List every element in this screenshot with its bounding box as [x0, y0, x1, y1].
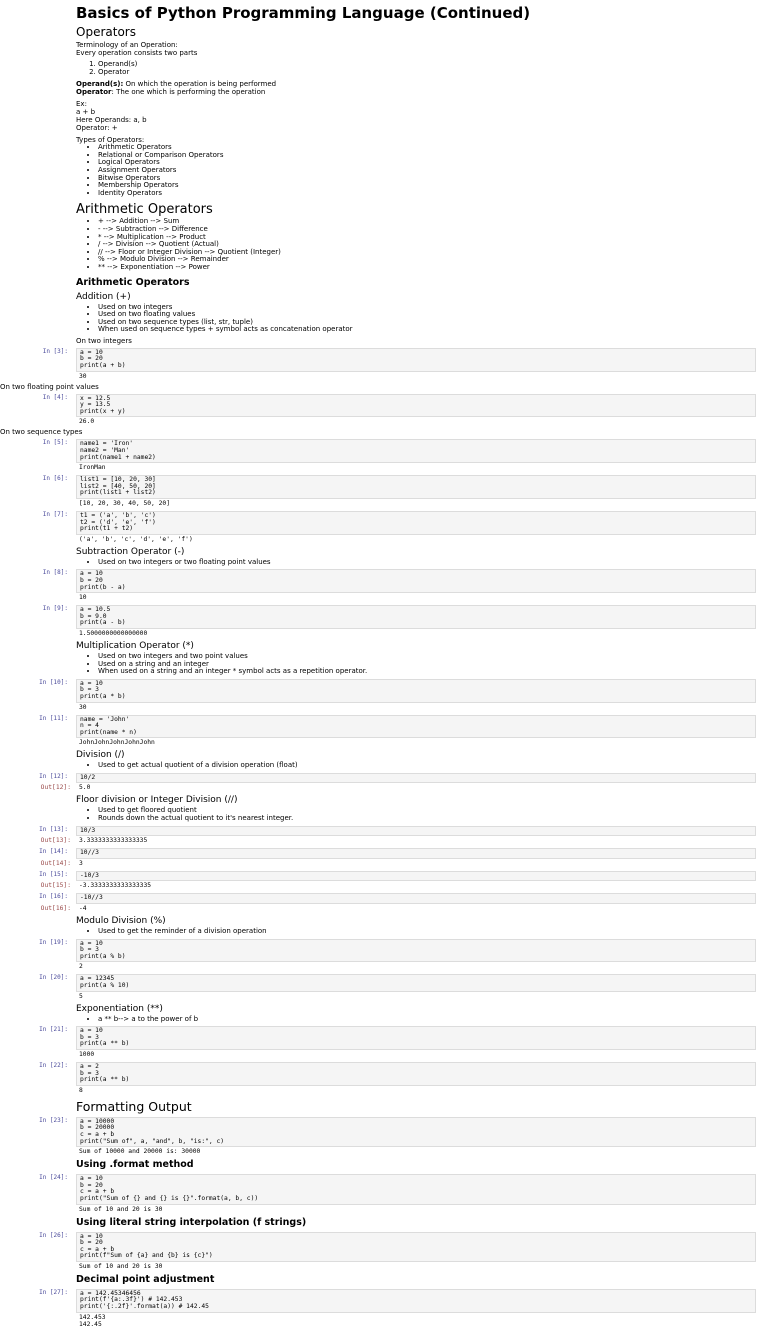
list-item: • Used on two floating values [98, 311, 756, 319]
list-item: • Membership Operators [98, 182, 756, 190]
title-cell [76, 4, 756, 345]
code-input[interactable]: a = 10 b = 20 print(b - a) [76, 569, 756, 593]
code-cell[interactable] [39, 1174, 756, 1213]
in-prompt: In [10]: [39, 678, 68, 686]
in-prompt: In [5]: [42, 439, 68, 447]
in-prompt: In [19]: [39, 938, 68, 946]
code-cell[interactable] [39, 772, 756, 793]
code-cell[interactable] [42, 439, 756, 472]
decimal-heading: Decimal point adjustment [76, 1273, 215, 1285]
code-cell[interactable] [39, 825, 756, 846]
in-prompt: In [27]: [39, 1288, 68, 1296]
cell-output: IronMan [79, 464, 106, 472]
code-cell[interactable] [39, 1116, 756, 1156]
list-item: • Used to get actual quotient of a division operation (float) [98, 762, 756, 770]
in-prompt: In [20]: [39, 974, 68, 982]
code-input[interactable]: -10//3 [76, 893, 756, 904]
format-method-heading: Using .format method [76, 1159, 194, 1171]
example-line: Operator: + [76, 124, 118, 133]
operands-definition [76, 80, 756, 88]
division-heading: Division (/) [76, 750, 125, 761]
code-input[interactable]: a = 10 b = 3 print(a * b) [76, 679, 756, 703]
code-input[interactable]: a = 10 b = 3 print(a % b) [76, 939, 756, 963]
list-item: • Rounds down the actual quotient to it's nearest integer. [98, 815, 756, 823]
code-cell[interactable] [39, 938, 756, 972]
addition-heading: Addition (+) [76, 291, 131, 302]
modulo-list [76, 928, 756, 936]
code-cell[interactable] [42, 605, 756, 638]
list-item: • Used on two sequence types (list, str, tuple) [98, 319, 756, 327]
operator-def: : The one which is performing the operation [111, 88, 266, 97]
code-input[interactable]: a = 10.5 b = 9.0 print(a - b) [76, 605, 756, 629]
code-cell[interactable] [39, 714, 756, 748]
page-title: Basics of Python Programming Language (Continued) [76, 4, 531, 22]
code-input[interactable]: a = 10000 b = 20000 c = a + b print("Sum of", a, "and", b, "is:", c) [76, 1117, 756, 1147]
code-input[interactable]: 10//3 [76, 848, 756, 859]
in-prompt: In [3]: [42, 347, 68, 355]
exponent-list [76, 1016, 756, 1024]
list-item: • Used on two integers [98, 304, 756, 312]
list-item: • * --> Multiplication --> Product [98, 234, 756, 242]
cell-output: 2 [79, 963, 83, 971]
code-input[interactable]: a = 142.45346456 print(f'{a:.3f}') # 142.453 print('{:.2f}'.format(a)) # 142.45 [76, 1289, 756, 1313]
in-prompt: In [8]: [42, 569, 68, 577]
code-input[interactable]: name1 = 'Iron' name2 = 'Man' print(name1 + name2) [76, 439, 756, 463]
list-item: • + --> Addition --> Sum [98, 218, 756, 226]
in-prompt: In [13]: [39, 825, 68, 833]
cell-output: 142.453 142.45 [79, 1313, 106, 1328]
code-input[interactable]: t1 = ('a', 'b', 'c') t2 = ('d', 'e', 'f') print(t1 + t2) [76, 511, 756, 535]
cell-output: 30 [79, 372, 87, 380]
list-item: • Used on a string and an integer [98, 661, 756, 669]
out-prompt: Out[12]: [40, 784, 71, 792]
floor-heading: Floor division or Integer Division (//) [76, 795, 238, 806]
arith-summary-list [76, 218, 756, 271]
cell-output: Sum of 10 and 20 is 30 [79, 1262, 163, 1270]
cell-output: 3 [79, 859, 83, 867]
code-input[interactable]: x = 12.5 y = 13.5 print(x + y) [76, 394, 756, 418]
code-cell[interactable] [39, 848, 756, 868]
example-line: Ex: [76, 100, 87, 109]
list-item: • When used on sequence types + symbol acts as concatenation operator [98, 326, 756, 334]
fstring-heading: Using literal string interpolation (f strings) [76, 1216, 307, 1228]
list-item: • Arithmetic Operators [98, 144, 756, 152]
operator-definition [76, 88, 756, 96]
operators-heading: Operators [76, 25, 136, 39]
code-cell[interactable] [39, 1231, 756, 1271]
cell-output: 5.0 [79, 784, 91, 792]
cell-output: [10, 20, 30, 40, 50, 20] [79, 500, 170, 507]
in-prompt: In [11]: [39, 714, 68, 722]
code-cell[interactable] [39, 1288, 756, 1329]
cell-output: 26.0 [79, 418, 95, 426]
code-cell[interactable] [39, 1026, 756, 1059]
in-prompt: In [24]: [39, 1174, 68, 1182]
cell-output: 5 [79, 992, 83, 1000]
subheading-seq: On two sequence types [0, 428, 83, 437]
cell-output: 30 [79, 703, 87, 711]
code-input[interactable]: 10/3 [76, 826, 756, 837]
code-input[interactable]: name = 'John' n = 4 print(name * n) [76, 715, 756, 739]
in-prompt: In [23]: [39, 1116, 68, 1124]
cell-output: -4 [79, 905, 87, 913]
out-prompt: Out[14]: [40, 859, 71, 867]
cell-output: -3.3333333333333335 [79, 882, 152, 890]
arith-summary-heading: Arithmetic Operators [76, 202, 213, 218]
operands-def: On which the operation is being performed [123, 80, 277, 89]
code-input[interactable]: 10/2 [76, 773, 756, 784]
exponent-heading: Exponentiation (**) [76, 1003, 163, 1014]
operands-label: Operand(s): [76, 80, 124, 89]
subheading-int: On two integers [76, 336, 132, 345]
every-op-text: Every operation consists two parts [76, 49, 198, 57]
list-item: • Used to get floored quotient [98, 807, 756, 815]
subtraction-heading: Subtraction Operator (-) [76, 546, 185, 557]
parts-list [76, 61, 756, 76]
multiplication-list [76, 653, 756, 676]
example-line: Here Operands: a, b [76, 116, 147, 125]
in-prompt: In [4]: [42, 393, 68, 401]
list-item: • // --> Floor or Integer Division --> Quotient (Integer) [98, 249, 756, 257]
code-input[interactable]: a = 10 b = 20 c = a + b print("Sum of {} and {} is {}".format(a, b, c)) [76, 1174, 756, 1204]
cell-output: Sum of 10 and 20 is 30 [79, 1205, 163, 1213]
list-item: 2. Operator [98, 69, 756, 77]
list-item: • Assignment Operators [98, 167, 756, 175]
in-prompt: In [22]: [39, 1061, 68, 1069]
list-item: • - --> Subtraction --> Difference [98, 226, 756, 234]
in-prompt: In [21]: [39, 1026, 68, 1034]
multiplication-heading: Multiplication Operator (*) [76, 640, 194, 651]
list-item: • Used on two integers or two floating point values [98, 559, 756, 567]
code-input[interactable]: a = 10 b = 20 print(a + b) [76, 348, 756, 372]
code-input[interactable]: -10/3 [76, 871, 756, 882]
code-cell[interactable] [39, 678, 756, 712]
arith-heading: Arithmetic Operators [76, 276, 190, 288]
cell-output: ('a', 'b', 'c', 'd', 'e', 'f') [79, 535, 193, 543]
list-item: • Logical Operators [98, 159, 756, 167]
list-item: • Used on two integers and two point values [98, 653, 756, 661]
floor-list [76, 807, 756, 822]
out-prompt: Out[15]: [40, 882, 71, 890]
types-list [76, 144, 756, 197]
code-cell[interactable] [42, 347, 756, 381]
code-cell[interactable] [39, 974, 756, 1000]
code-input[interactable]: a = 2 b = 3 print(a ** b) [76, 1062, 756, 1086]
cell-output: 8 [79, 1086, 83, 1094]
formatting-heading: Formatting Output [76, 1098, 192, 1114]
operator-label: Operator [76, 88, 112, 97]
code-cell[interactable] [39, 893, 756, 913]
in-prompt: In [6]: [42, 475, 68, 483]
code-cell[interactable] [42, 475, 756, 508]
out-prompt: Out[16]: [40, 905, 71, 913]
code-cell[interactable] [39, 870, 756, 891]
types-label: Types of Operators: [76, 136, 145, 145]
code-cell[interactable] [42, 393, 756, 427]
terminology-text: Terminology of an Operation: [76, 41, 178, 49]
list-item: • % --> Modulo Division --> Remainder [98, 256, 756, 264]
list-item: • ** --> Exponentiation --> Power [98, 264, 756, 272]
list-item: 1. Operand(s) [98, 61, 756, 69]
in-prompt: In [7]: [42, 511, 68, 518]
in-prompt: In [26]: [39, 1231, 68, 1239]
division-list [76, 762, 756, 770]
code-cell[interactable] [42, 569, 756, 602]
code-input[interactable]: a = 10 b = 3 print(a ** b) [76, 1026, 756, 1050]
cell-output: 3.3333333333333335 [79, 837, 148, 845]
in-prompt: In [14]: [39, 848, 68, 856]
code-input[interactable]: list1 = [10, 20, 30] list2 = [40, 50, 20] print(list1 + list2) [76, 475, 756, 499]
in-prompt: In [16]: [39, 893, 68, 901]
cell-output: JohnJohnJohnJohnJohn [79, 739, 155, 747]
subheading-float: On two floating point values [0, 382, 99, 391]
addition-list [76, 304, 756, 334]
in-prompt: In [9]: [42, 605, 68, 613]
code-input[interactable]: a = 12345 print(a % 10) [76, 974, 756, 991]
cell-output: 1.5000000000000000 [79, 629, 148, 637]
cell-output: 10 [79, 594, 87, 602]
in-prompt: In [15]: [39, 870, 68, 878]
list-item: • When used on a string and an integer * symbol acts as a repetition operator. [98, 668, 756, 676]
list-item: • Identity Operators [98, 190, 756, 198]
out-prompt: Out[13]: [40, 837, 71, 845]
cell-output: Sum of 10000 and 20000 is: 30000 [79, 1148, 201, 1156]
in-prompt: In [12]: [39, 772, 68, 780]
code-cell[interactable] [42, 511, 756, 544]
subtraction-list [76, 559, 756, 567]
list-item: • Bitwise Operators [98, 175, 756, 183]
cell-output: 1000 [79, 1050, 95, 1058]
list-item: • Used to get the reminder of a division operation [98, 928, 756, 936]
list-item: • a ** b--> a to the power of b [98, 1016, 756, 1024]
list-item: • / --> Division --> Quotient (Actual) [98, 241, 756, 249]
example-line: a + b [76, 108, 96, 117]
modulo-heading: Modulo Division (%) [76, 916, 166, 927]
code-input[interactable]: a = 10 b = 20 c = a + b print(f"Sum of {a} and {b} is {c}") [76, 1232, 756, 1262]
list-item: • Relational or Comparison Operators [98, 152, 756, 160]
code-cell[interactable] [39, 1061, 756, 1095]
